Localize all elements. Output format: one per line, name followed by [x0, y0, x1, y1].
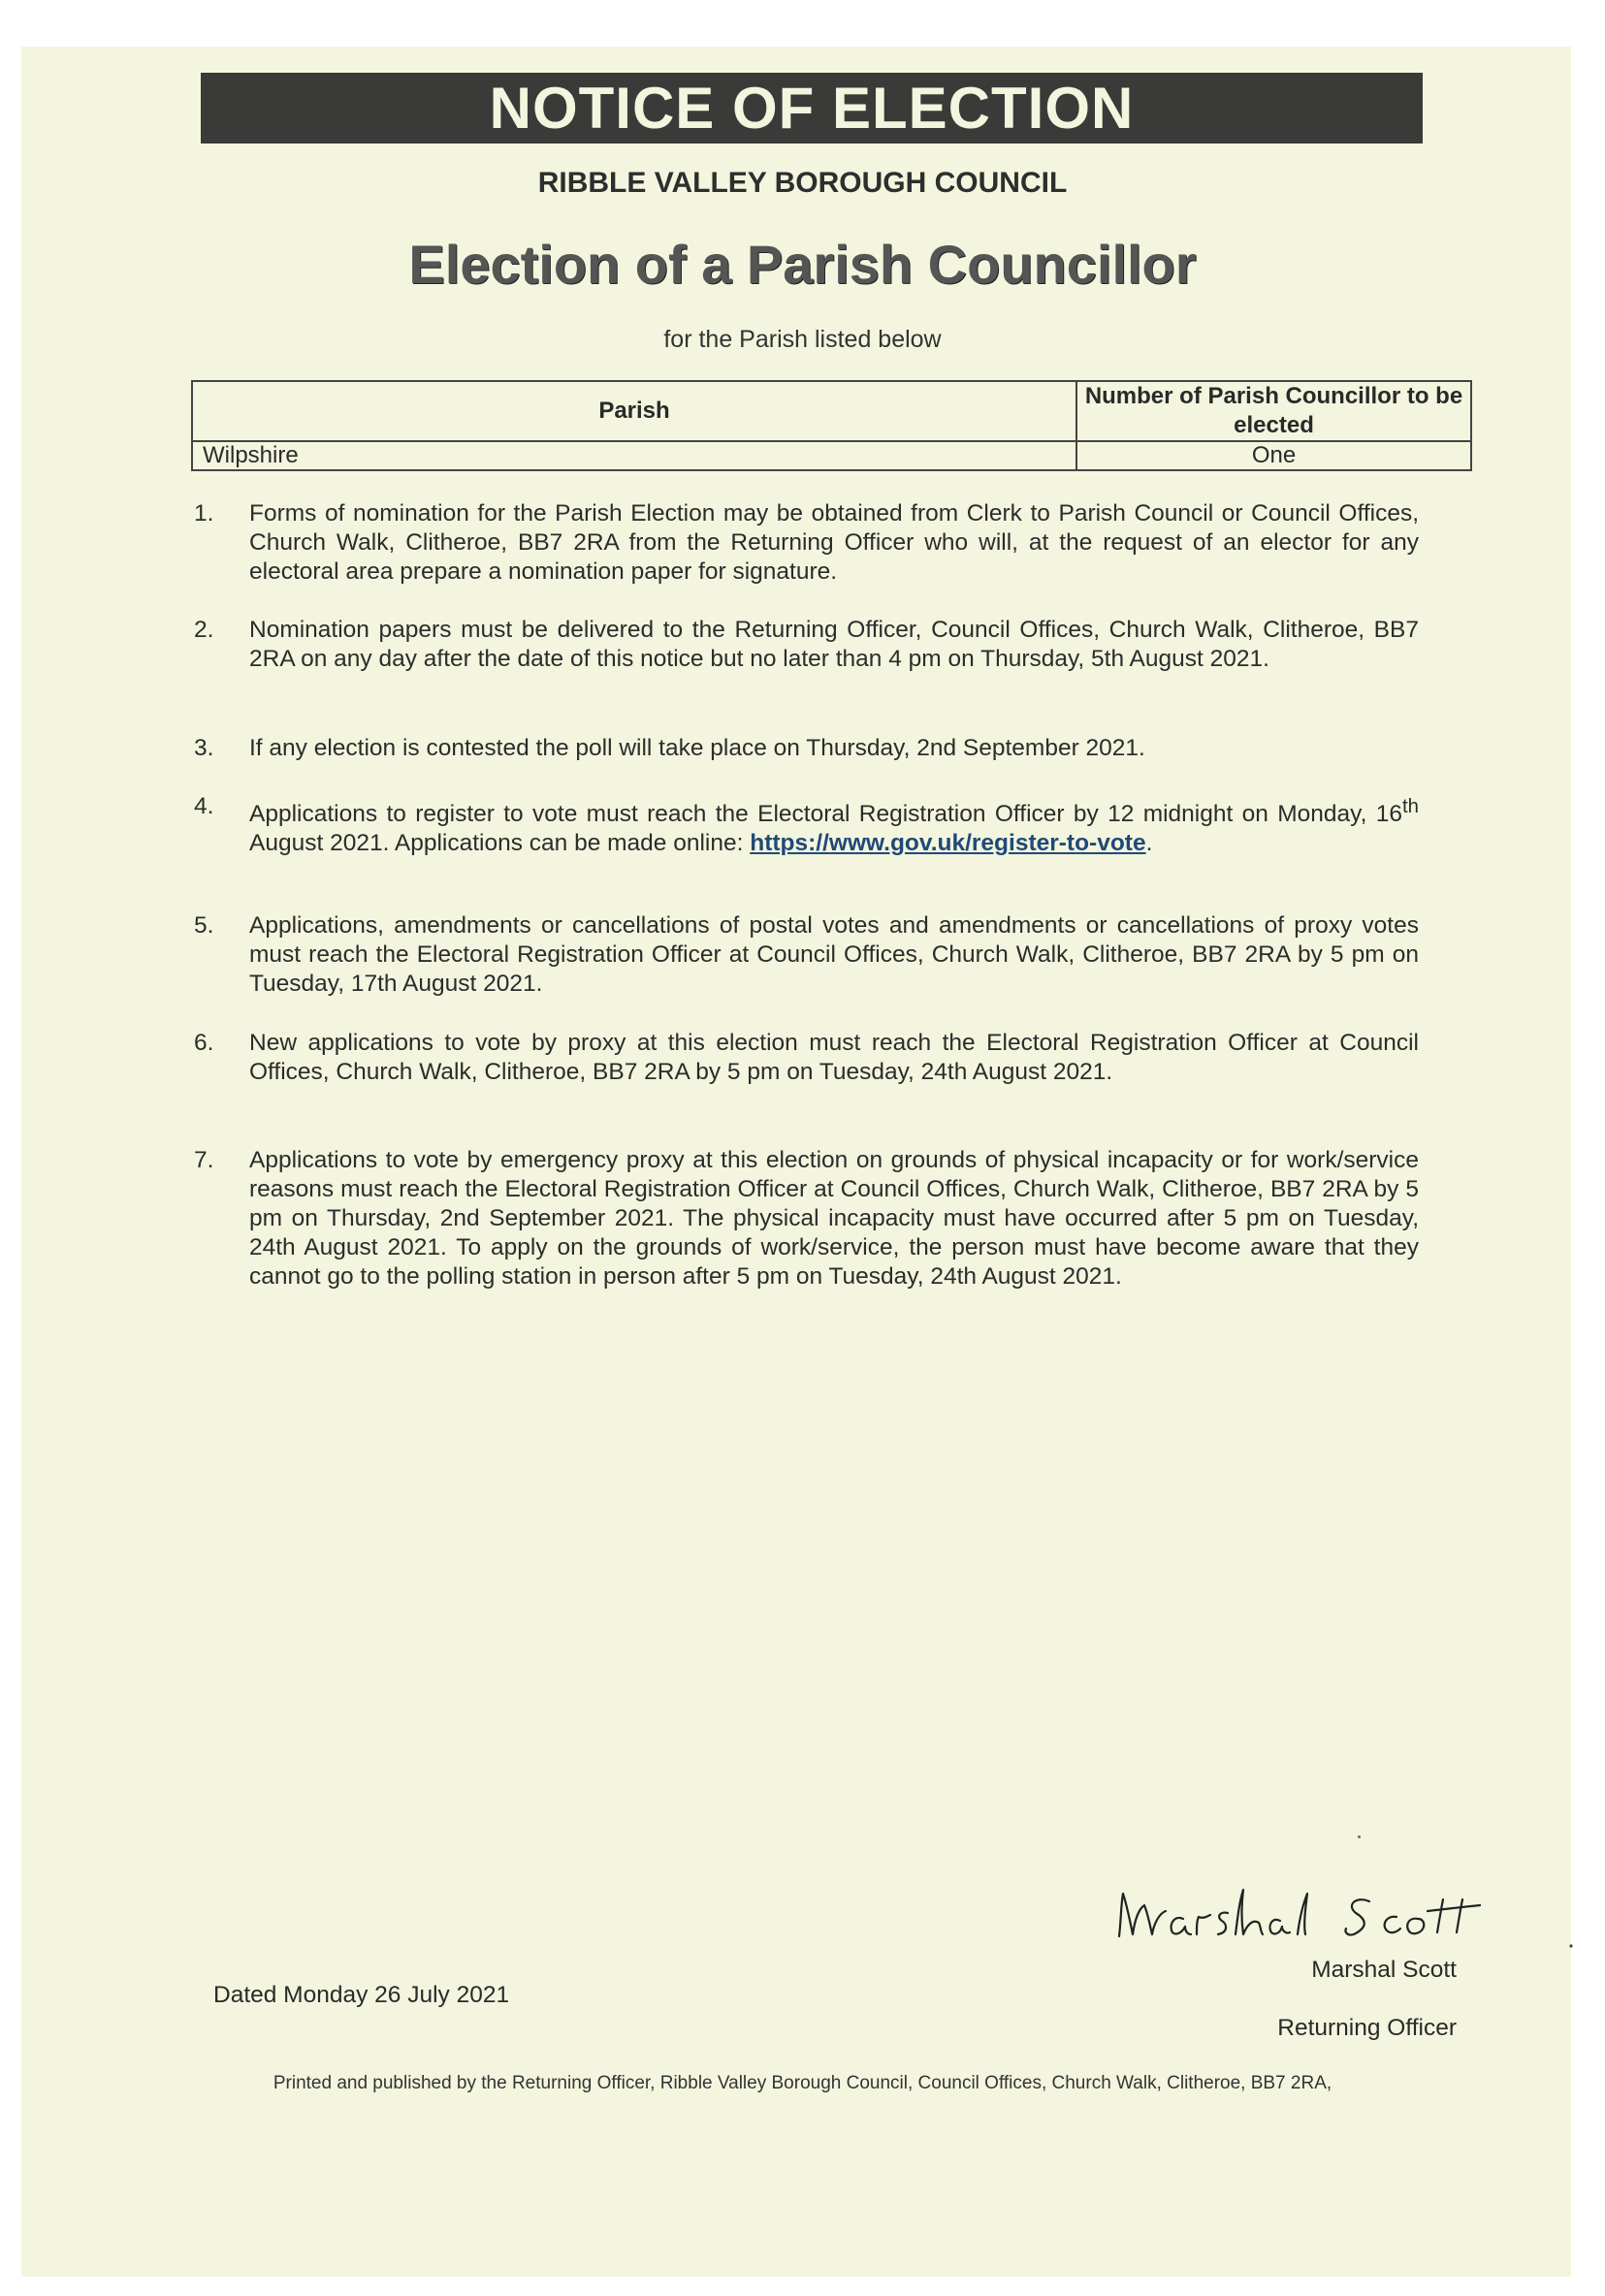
table-header-row	[192, 381, 1471, 441]
item-text: .	[1145, 830, 1153, 857]
column-header-number: Number of Parish Councillor to be elected	[1076, 381, 1471, 441]
cell-number: One	[1076, 441, 1471, 470]
parish-table	[191, 380, 1472, 471]
list-item	[194, 1029, 1419, 1087]
speck	[1358, 1835, 1361, 1838]
subtitle: for the Parish listed below	[663, 326, 942, 353]
item-text: Applications to register to vote must reach the Electoral Registration Officer by 12 midnight on Monday, 16	[249, 801, 1402, 828]
cell-parish: Wilpshire	[192, 441, 1076, 470]
item-number: 4.	[194, 793, 214, 819]
item-number: 1.	[194, 500, 214, 526]
page-title: Election of a Parish Councillor	[408, 234, 1197, 295]
item-text: Forms of nomination for the Parish Election may be obtained from Clerk to Parish Council or Council Offices, Church Walk, Clitheroe, BB7 2RA from the Returning Officer who will, at the request of an elector for any electoral area prepare a nomination paper for signature.	[249, 500, 1419, 585]
table-row	[192, 441, 1471, 470]
item-text: August 2021. Applications can be made online:	[249, 830, 751, 857]
list-item	[194, 734, 1419, 763]
item-text: New applications to vote by proxy at this election must reach the Electoral Registration Officer at Council Offices, Church Walk, Clitheroe, BB7 2RA by 5 pm on Tuesday, 24th August 2021.	[249, 1030, 1419, 1085]
notice-banner	[201, 73, 1423, 144]
list-item	[194, 911, 1419, 999]
item-number: 3.	[194, 735, 214, 761]
signatory-role: Returning Officer	[1277, 2015, 1457, 2041]
signatory-name: Marshal Scott	[1311, 1957, 1457, 1983]
item-number: 2.	[194, 617, 214, 643]
list-item	[194, 616, 1419, 674]
register-to-vote-link[interactable]: https://www.gov.uk/register-to-vote	[750, 830, 1146, 857]
ordinal-suffix: th	[1401, 796, 1419, 817]
item-number: 7.	[194, 1147, 214, 1173]
dated-line: Dated Monday 26 July 2021	[213, 1982, 510, 2008]
list-item	[194, 1146, 1419, 1292]
item-text: If any election is contested the poll will take place on Thursday, 2nd September 2021.	[249, 735, 1145, 761]
handwritten-signature	[1115, 1876, 1581, 1954]
item-text: Nomination papers must be delivered to the Returning Officer, Council Offices, Church Walk, Clitheroe, BB7 2RA on any day after the date of this notice but no later than 4 pm on Thursday, 5th August 2021.	[249, 617, 1419, 672]
banner-text: NOTICE OF ELECTION	[489, 76, 1135, 141]
imprint-footer: Printed and published by the Returning Officer, Ribble Valley Borough Council, Council Offices, Church Walk, Clitheroe, BB7 2RA,	[273, 2073, 1332, 2093]
item-number: 6.	[194, 1030, 214, 1056]
item-number: 5.	[194, 912, 214, 939]
list-item	[194, 499, 1419, 587]
column-header-parish: Parish	[192, 381, 1076, 441]
item-text: Applications, amendments or cancellations of postal votes and amendments or cancellations of proxy votes must reach the Electoral Registration Officer at Council Offices, Church Walk, Clitheroe, BB7 2RA by 5 pm on Tuesday, 17th August 2021.	[249, 912, 1419, 997]
council-name: RIBBLE VALLEY BOROUGH COUNCIL	[537, 167, 1068, 199]
list-item	[194, 792, 1419, 858]
item-text: Applications to vote by emergency proxy at this election on grounds of physical incapacity or for work/service reasons must reach the Electoral Registration Officer at Council Offices, Church Walk, Clitheroe, BB7 2RA by 5 pm on Thursday, 2nd September 2021. The physical incapacity must have occurred after 5 pm on Tuesday, 24th August 2021. To apply on the grounds of work/service, the person must have become aware that they cannot go to the polling station in person after 5 pm on Tuesday, 24th August 2021.	[249, 1147, 1419, 1290]
